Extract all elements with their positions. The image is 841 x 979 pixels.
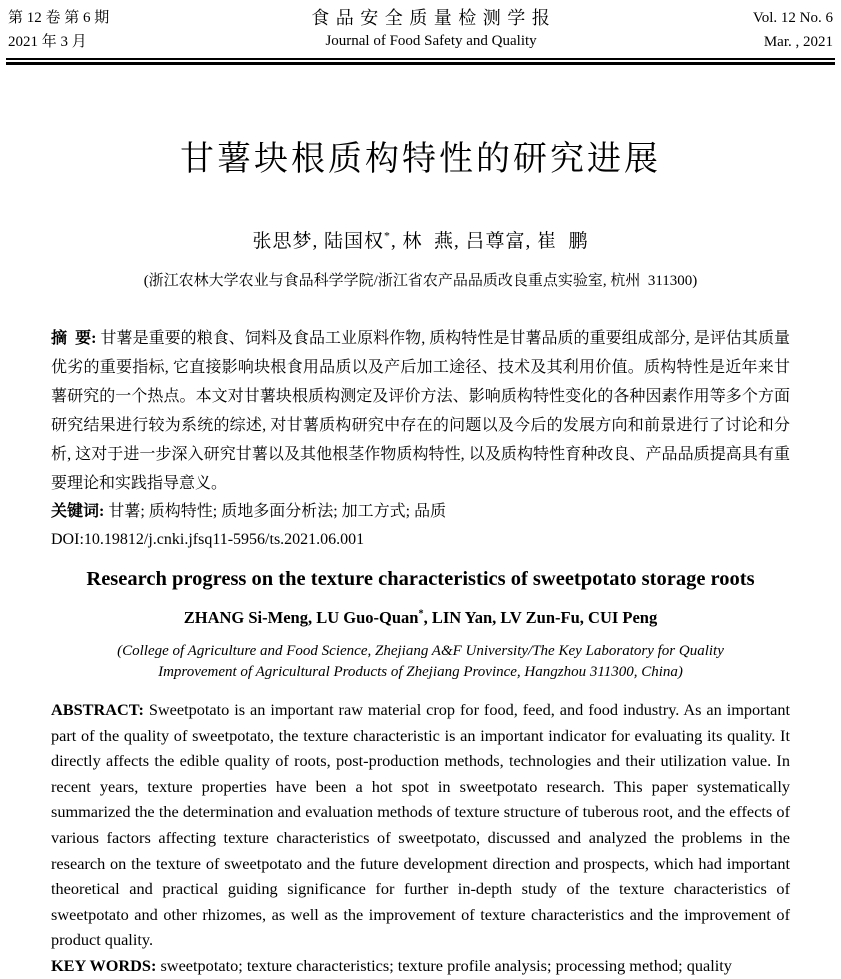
journal-issue-en: Vol. 12 No. 6 [752,10,833,26]
running-head-center [109,6,753,53]
keywords-en-label: KEY WORDS: [51,955,157,975]
keywords-cn [51,498,790,526]
abstract-cn-text: 甘薯是重要的粮食、饲料及食品工业原料作物, 质构特性是甘薯品质的重要组成部分, 是评估其质量优劣的重要指标, 它直接影响块根食用品质以及产后加工途径、技术及其利用价值。质构特性是近年来甘薯研究的一个热点。本文对甘薯块根质构测定及评价方法、影响质构特性变化的各种因素作用等多个方面研究结果进行较为系统的综述, 对甘薯质构研究中存在的问题以及今后的发展方向和前景进行了讨论和分析, 这对于进一步深入研究甘薯以及其他根茎作物质构特性, 以及质构特性育种改良、产品品质提高具有重要理论和实践指导意义。 [51,330,790,492]
abstract-en [51,697,790,953]
running-head-left [8,6,109,54]
authors-cn [0,226,841,253]
running-head [0,0,841,54]
journal-title-en: Journal of Food Safety and Quality [325,33,537,50]
article-title-en: Research progress on the texture characteristics of sweetpotato storage roots [86,568,755,590]
keywords-cn-label: 关键词: [51,503,105,520]
abstract-en-text: Sweetpotato is an important raw material crop for food, feed, and food industry. As an important part of the quality of sweetpotato, the texture characteristic is an important indicator for evaluating its quality. It directly affects the edible quality of roots, post-production methods, technologies and their utilization value. In recent years, texture properties have been a hot spot in sweetpotato research. This paper systematically summarized the the determination and evaluation methods of texture structure of tuberous root, and the effects of various factors affecting texture characteristics of sweetpotato, discussed and analyzed the problems in the research on the texture of sweetpotato and the future development direction and prospects, which had important theoretical and practical guiding significance for further in-depth study of the texture characteristics of sweetpotato and other rhizomes, as well as the improvement of texture characteristics and the improvement of product quality. [51,700,790,950]
authors-en-rest: , LIN Yan, LV Zun-Fu, CUI Peng [423,608,658,627]
corresponding-author-asterisk-cn: * [384,229,391,243]
header-double-rule [6,58,835,65]
journal-issue-cn: 第 12 卷 第 6 期 [8,10,110,26]
abstract-en-label: ABSTRACT: [51,700,144,719]
abstract-cn [51,324,790,498]
journal-date-cn: 2021 年 3 月 [8,34,87,50]
authors-cn-rest: , 林 燕, 吕尊富, 崔 鹏 [390,231,589,252]
affiliation-cn: (浙江农林大学农业与食品科学学院/浙江省农产品品质改良重点实验室, 杭州 311300) [143,273,698,289]
abstract-cn-label: 摘 要: [51,330,97,347]
journal-date-en: Mar. , 2021 [763,34,833,50]
corresponding-author-asterisk-en: * [418,608,424,620]
body-column [0,324,841,979]
authors-cn-first: 张思梦, 陆国权 [252,231,385,252]
running-head-right [753,6,833,54]
doi: DOI:10.19812/j.cnki.jfsq11-5956/ts.2021.06.001 [51,531,365,548]
authors-en [51,608,790,628]
keywords-en [51,953,790,979]
authors-en-first: ZHANG Si-Meng, LU Guo-Quan [183,608,419,627]
article-title-cn: 甘薯块根质构特性的研究进展 [180,141,661,178]
keywords-en-text: sweetpotato; texture characteristics; texture profile analysis; processing method; quality [160,955,732,975]
keywords-cn-text: 甘薯; 质构特性; 质地多面分析法; 加工方式; 品质 [108,503,447,520]
journal-title-cn: 食 品 安 全 质 量 检 测 学 报 [311,8,551,28]
affiliation-en: (College of Agriculture and Food Science, Zhejiang A&F University/The Key Laboratory for Quality Improvement of Agricultural Products of Zhejiang Province, Hangzhou 311300, China) [117,643,724,680]
